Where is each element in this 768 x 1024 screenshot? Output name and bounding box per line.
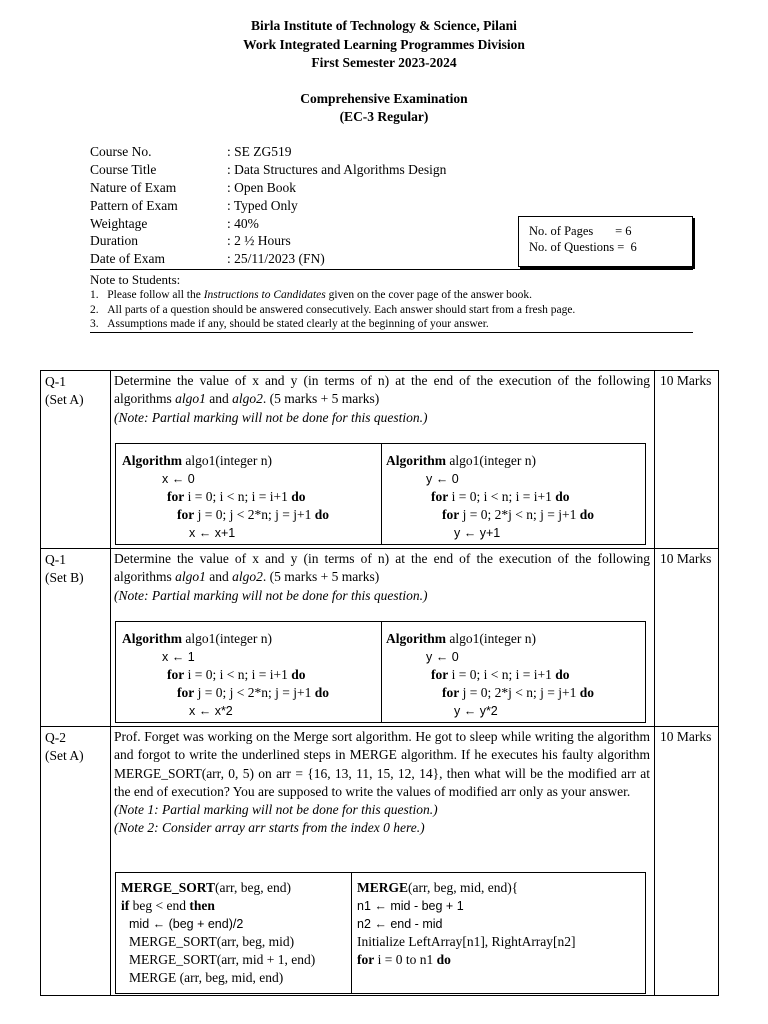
algo-keyword: do [291, 667, 306, 682]
algo-keyword: for [177, 507, 195, 522]
note-item [90, 304, 575, 316]
pages-count: No. of Pages = 6 [529, 224, 632, 238]
note-number: 1. [90, 289, 99, 301]
divider [90, 332, 693, 333]
marks-cell: 10 Marks [654, 726, 719, 996]
algo-keyword: for [431, 667, 449, 682]
pattern-value: : Typed Only [227, 198, 298, 213]
note-text: Assumptions made if any, should be stated clearly at the beginning of your answer. [107, 318, 489, 330]
marks-cell: 10 Marks [654, 548, 719, 727]
question-body: Determine the value of x and y (in terms of n) at the end of the execution of the following algorithms [114, 551, 650, 585]
merge-sort-code-box [115, 872, 646, 994]
question-number: Q-1 [45, 552, 66, 567]
code-line [357, 951, 451, 969]
duration-label: Duration [90, 233, 138, 248]
algo-line: y ← 0 [426, 650, 459, 664]
code-keyword: for [357, 952, 375, 967]
algo-keyword: Algorithm [386, 453, 446, 468]
notes-heading: Note to Students: [90, 272, 181, 287]
algo-code: j = 0; 2*j < n; j = j+1 [459, 507, 580, 522]
algo-signature: algo1(integer n) [182, 631, 272, 646]
algorithm-box [115, 621, 646, 723]
question-body: Determine the value of x and y (in terms of n) at the end of the execution of the following algorithms [114, 373, 650, 407]
algo-code: i = 0; i < n; i = i+1 [184, 667, 292, 682]
question-number: Q-1 [45, 374, 66, 389]
code-header [121, 879, 291, 897]
merge-sort-procedure [116, 873, 352, 993]
algo-line [167, 666, 305, 684]
algo-name: algo1 [175, 569, 206, 585]
algo-keyword: do [579, 507, 594, 522]
algo-line [431, 488, 569, 506]
question-body: and [205, 391, 233, 407]
course-no-value: : SE ZG519 [227, 144, 292, 159]
algo-keyword: do [291, 489, 306, 504]
nature-label: Nature of Exam [90, 180, 177, 195]
algo-line [177, 506, 329, 524]
divider [90, 269, 693, 270]
algo-line: x ← x+1 [189, 526, 236, 540]
code-keyword: do [436, 952, 451, 967]
question-body: . (5 marks + 5 marks) [262, 391, 380, 407]
algo-keyword: for [431, 489, 449, 504]
algo-left [116, 444, 382, 544]
algo-name: algo2 [232, 569, 263, 585]
algo-header [386, 452, 536, 470]
algo-header [122, 452, 272, 470]
note-number: 2. [90, 304, 99, 316]
algo-keyword: do [314, 685, 329, 700]
question-text-cell [110, 548, 655, 727]
course-no-label: Course No. [90, 144, 152, 159]
code-line [121, 897, 215, 915]
date-label: Date of Exam [90, 251, 165, 266]
note-item [90, 289, 532, 301]
question-text [111, 727, 654, 838]
code-keyword: then [189, 898, 215, 913]
semester: First Semester 2023-2024 [311, 55, 457, 70]
algo-line [442, 506, 594, 524]
question-number: Q-2 [45, 730, 66, 745]
question-text-cell [110, 370, 655, 549]
algo-code: i = 0; i < n; i = i+1 [184, 489, 292, 504]
algo-line [167, 488, 305, 506]
algo-right [382, 444, 647, 544]
algo-right [382, 622, 647, 722]
code-text: beg < end [129, 898, 190, 913]
algo-header [386, 630, 536, 648]
nature-value: : Open Book [227, 180, 296, 195]
algo-keyword: for [167, 489, 185, 504]
algo-line: x ← x*2 [189, 704, 233, 718]
algo-line: y ← y*2 [454, 704, 498, 718]
algo-code: j = 0; 2*j < n; j = j+1 [459, 685, 580, 700]
algo-header [122, 630, 272, 648]
algo-code: i = 0; i < n; i = i+1 [448, 489, 556, 504]
question-label-cell [40, 726, 111, 996]
note-text: given on the cover page of the answer book. [325, 289, 533, 301]
algo-code: i = 0; i < n; i = i+1 [448, 667, 556, 682]
code-line: n1 ← mid - beg + 1 [357, 899, 464, 913]
code-keyword: if [121, 898, 130, 913]
question-body: Prof. Forget was working on the Merge sort algorithm. He got to sleep while writing the algorithm and forgot to write the underlined steps in MERGE algorithm. If he executes his faulty algorithm MERGE_SORT(arr, 0, 5) on arr = {16, 13, 11, 15, 12, 14}, then what will be the modified arr at the end of execution? You are supposed to write the values of modified arr only as your answer. [114, 729, 650, 799]
pages-info-box [518, 216, 693, 267]
code-header [357, 879, 518, 897]
code-signature: (arr, beg, end) [215, 880, 291, 895]
code-text: i = 0 to n1 [374, 952, 437, 967]
note-item [90, 318, 489, 330]
algo-name: algo2 [232, 391, 263, 407]
exam-type: (EC-3 Regular) [339, 109, 429, 124]
algo-keyword: for [167, 667, 185, 682]
institute-name: Birla Institute of Technology & Science, Pilani [251, 18, 517, 33]
pattern-label: Pattern of Exam [90, 198, 178, 213]
question-table [40, 370, 719, 997]
course-title-value: : Data Structures and Algorithms Design [227, 162, 447, 177]
code-line: MERGE_SORT(arr, mid + 1, end) [129, 952, 316, 967]
algo-keyword: for [442, 507, 460, 522]
algo-keyword: for [177, 685, 195, 700]
algo-keyword: Algorithm [122, 631, 182, 646]
code-keyword: MERGE [357, 880, 409, 895]
question-set: (Set A) [45, 748, 84, 763]
question-note: (Note: Partial marking will not be done for this question.) [114, 587, 428, 603]
code-line: MERGE (arr, beg, mid, end) [129, 970, 284, 985]
marks-cell: 10 Marks [654, 370, 719, 549]
course-title-label: Course Title [90, 162, 157, 177]
algo-line [177, 684, 329, 702]
algo-code: j = 0; j < 2*n; j = j+1 [194, 507, 315, 522]
algo-keyword: do [555, 667, 570, 682]
algo-name: algo1 [175, 391, 206, 407]
algorithm-box [115, 443, 646, 545]
question-text [111, 371, 654, 427]
code-line: MERGE_SORT(arr, beg, mid) [129, 934, 295, 949]
exam-title: Comprehensive Examination [300, 91, 468, 106]
question-note: (Note 1: Partial marking will not be done for this question.) [114, 802, 438, 818]
merge-procedure [352, 873, 647, 993]
duration-value: : 2 ½ Hours [227, 233, 291, 248]
algo-keyword: do [314, 507, 329, 522]
algo-signature: algo1(integer n) [182, 453, 272, 468]
algo-keyword: for [442, 685, 460, 700]
algo-signature: algo1(integer n) [446, 631, 536, 646]
algo-line: y ← 0 [426, 472, 459, 486]
algo-keyword: do [555, 489, 570, 504]
question-set: (Set B) [45, 570, 84, 585]
question-body: and [205, 569, 233, 585]
question-label-cell [40, 548, 111, 727]
weightage-label: Weightage [90, 216, 148, 231]
question-set: (Set A) [45, 392, 84, 407]
algo-left [116, 622, 382, 722]
note-text: Please follow all the [107, 289, 204, 301]
algo-signature: algo1(integer n) [446, 453, 536, 468]
question-body: . (5 marks + 5 marks) [262, 569, 380, 585]
code-line: Initialize LeftArray[n1], RightArray[n2] [357, 934, 576, 949]
question-text [111, 549, 654, 605]
date-value: : 25/11/2023 (FN) [227, 251, 325, 266]
algo-line: x ← 0 [162, 472, 195, 486]
algo-line: y ← y+1 [454, 526, 501, 540]
code-keyword: MERGE_SORT [121, 880, 216, 895]
questions-count: No. of Questions = 6 [529, 240, 637, 254]
note-text: All parts of a question should be answered consecutively. Each answer should start from a fresh page. [107, 304, 576, 316]
algo-line [431, 666, 569, 684]
note-emphasis: Instructions to Candidates [203, 289, 326, 301]
division-name: Work Integrated Learning Programmes Division [243, 37, 525, 52]
question-text-cell [110, 726, 655, 996]
question-note: (Note 2: Consider array arr starts from the index 0 here.) [114, 820, 425, 836]
algo-keyword: Algorithm [386, 631, 446, 646]
algo-keyword: do [579, 685, 594, 700]
algo-line: x ← 1 [162, 650, 195, 664]
code-line: n2 ← end - mid [357, 917, 443, 931]
question-note: (Note: Partial marking will not be done for this question.) [114, 409, 428, 425]
weightage-value: : 40% [227, 216, 259, 231]
algo-keyword: Algorithm [122, 453, 182, 468]
note-number: 3. [90, 318, 99, 330]
algo-code: j = 0; j < 2*n; j = j+1 [194, 685, 315, 700]
algo-line [442, 684, 594, 702]
code-line: mid ← (beg + end)/2 [129, 917, 244, 931]
code-signature: (arr, beg, mid, end){ [408, 880, 519, 895]
question-label-cell [40, 370, 111, 549]
